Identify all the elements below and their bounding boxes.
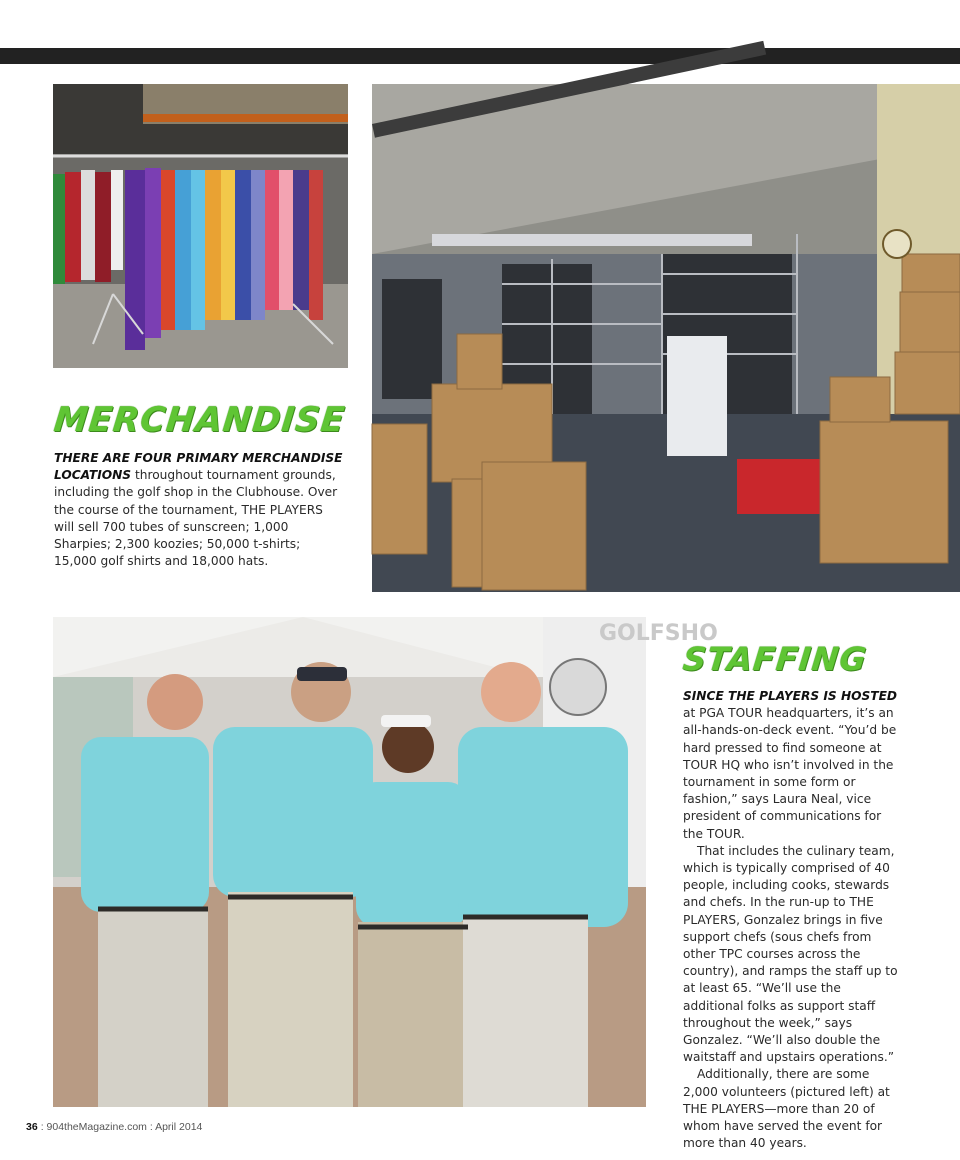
merchandise-text: throughout tournament grounds, including the golf shop in the Clubhouse. Over the course of the tournament, THE PLAYERS will sell 700 tubes of sunscreen; 1,000 Sharpies; 2,300 koozies; 50,000 t-shirts; 15,000 golf shirts and 18,000 hats. — [54, 468, 338, 569]
merchandise-body — [54, 450, 344, 570]
golfshop-sign-text: GOLFSHO — [599, 621, 718, 646]
publication-line: : 904theMagazine.com : April 2014 — [40, 1121, 203, 1133]
shirts-rack-photo — [53, 84, 348, 368]
staffing-heading: STAFFING — [681, 640, 869, 678]
staffing-paragraph-3: Additionally, there are some 2,000 volunteers (pictured left) at THE PLAYERS—more than 20 of whom have served the event for more than 40 years. — [683, 1067, 890, 1151]
page-footer — [26, 1121, 202, 1133]
merchandise-paragraph — [54, 450, 344, 570]
merchandise-warehouse-photo — [372, 84, 960, 592]
staffing-paragraph-1 — [683, 688, 898, 843]
volunteer-staff-group-photo — [53, 617, 718, 1107]
merchandise-lead: THERE ARE FOUR PRIMARY MERCHANDISE LOCATIONS — [54, 451, 343, 483]
page-number: 36 — [26, 1121, 38, 1133]
staffing-paragraph-2: That includes the culinary team, which is typically comprised of 40 people, including cooks, stewards and chefs. In the run-up to THE PLAYERS, Gonzalez brings in five support chefs (sous chefs from other TPC courses across the country), and ramps the staff up to at least 65. “We’ll use the additional folks as support staff throughout the week,” says Gonzalez. “We’ll also double the waitstaff and upstairs operations.” — [683, 843, 898, 1065]
merchandise-heading: MERCHANDISE — [51, 400, 348, 440]
staffing-lead: SINCE THE PLAYERS IS HOSTED — [683, 689, 898, 703]
staffing-text-1: at PGA TOUR headquarters, it’s an all-hands-on-deck event. “You’d be hard pressed to find someone at TOUR HQ who isn’t involved in the tournament in some form or fashion,” says Laura Neal, vice president of communications for the TOUR. — [683, 706, 897, 841]
top-rule-bar — [0, 48, 960, 64]
staffing-body — [683, 688, 898, 1152]
